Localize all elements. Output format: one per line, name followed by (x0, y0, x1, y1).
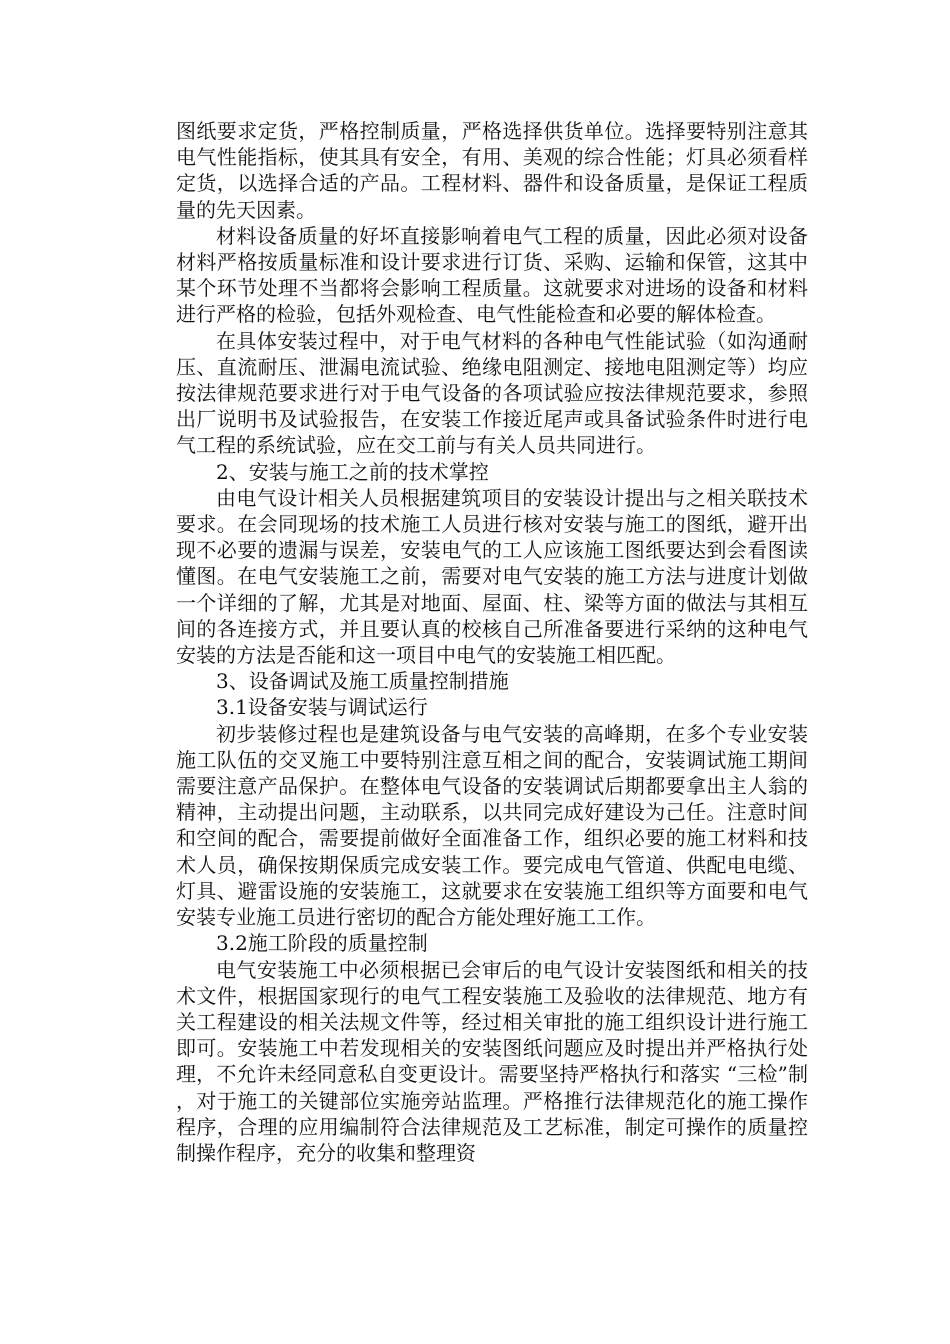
paragraph-material-quality: 材料设备质量的好坏直接影响着电气工程的质量，因此必须对设备材料严格按质量标准和设计要求进行订货、采购、运输和保管，这其中某个环节处理不当都将会影响工程质量。这就要求对进场的设备和材料进行严格的检验，包括外观检查、电气性能检查和必要的解体检查。 (176, 223, 808, 327)
paragraph-installation-debugging: 初步装修过程也是建筑设备与电气安装的高峰期，在多个专业安装施工队伍的交叉施工中要特别注意互相之间的配合，安装调试施工期间需要注意产品保护。在整体电气设备的安装调试后期都要拿出主人翁的精神，主动提出问题，主动联系，以共同完成好建设为己任。注意时间和空间的配合，需要提前做好全面准备工作，组织必要的施工材料和技术人员，确保按期保质完成安装工作。要完成电气管道、供配电电缆、灯具、避雷设施的安装施工，这就要求在安装施工组织等方面要和电气安装专业施工员进行密切的配合方能处理好施工工作。 (176, 721, 808, 930)
section-heading-3: 3、设备调试及施工质量控制措施 (216, 669, 509, 694)
subsection-heading-3-2: 3.2施工阶段的质量控制 (216, 931, 428, 956)
paragraph-technical-requirements: 由电气设计相关人员根据建筑项目的安装设计提出与之相关联技术要求。在会同现场的技术施工人员进行核对安装与施工的图纸，避开出现不必要的遗漏与误差，安装电气的工人应该施工图纸要达到会看图读懂图。在电气安装施工之前，需要对电气安装的施工方法与进度计划做一个详细的了解，尤其是对地面、屋面、柱、梁等方面的做法与其相互间的各连接方式，并且要认真的校核自己所准备要进行采纳的这种电气安装的方法是否能和这一项目中电气的安装施工相匹配。 (176, 485, 808, 668)
document-body (176, 118, 808, 1166)
paragraph-construction-quality-control: 电气安装施工中必须根据已会审后的电气设计安装图纸和相关的技术文件，根据国家现行的电气工程安装施工及验收的法律规范、地方有关工程建设的相关法规文件等，经过相关审批的施工组织设计进行施工即可。安装施工中若发现相关的安装图纸问题应及时提出并严格执行处理，不允许未经同意私自变更设计。需要坚持严格执行和落实 “三检”制，对于施工的关键部位实施旁站监理。严格推行法律规范化的施工操作程序，合理的应用编制符合法律规范及工艺标准，制定可操作的质量控制操作程序，充分的收集和整理资 (176, 957, 808, 1165)
subsection-heading-3-1: 3.1设备安装与调试运行 (216, 695, 428, 720)
paragraph-material-ordering: 图纸要求定货，严格控制质量，严格选择供货单位。选择要特别注意其电气性能指标，使其具有安全，有用、美观的综合性能；灯具必须看样定货，以选择合适的产品。工程材料、器件和设备质量，是保证工程质量的先天因素。 (176, 119, 808, 222)
paragraph-electrical-testing: 在具体安装过程中，对于电气材料的各种电气性能试验（如沟通耐压、直流耐压、泄漏电流试验、绝缘电阻测定、接地电阻测定等）均应按法律规范要求进行对于电气设备的各项试验应按法律规范要求，参照出厂说明书及试验报告，在安装工作接近尾声或具备试验条件时进行电气工程的系统试验，应在交工前与有关人员共同进行。 (176, 328, 808, 458)
section-heading-2: 2、安装与施工之前的技术掌控 (216, 459, 489, 484)
